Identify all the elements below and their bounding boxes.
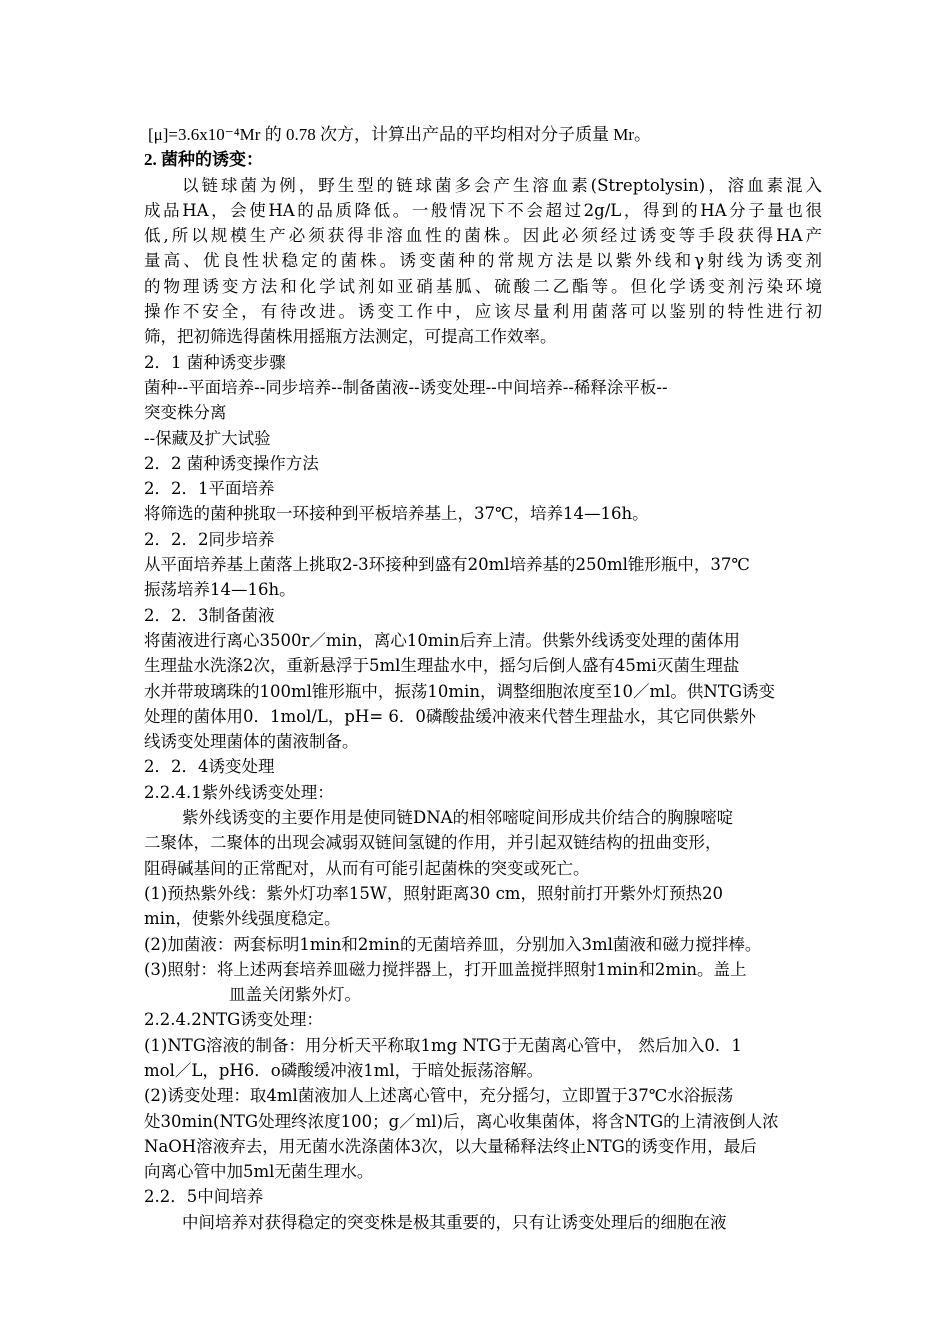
paragraph-line: --保藏及扩大试验 [144,428,271,448]
paragraph-line: 筛，把初筛选得菌株用摇瓶方法测定，可提高工作效率。 [144,327,557,347]
paragraph-line: 突变株分离 [144,403,227,423]
paragraph-line: 操作不安全，有待改进。诱变工作中，应该尽量利用菌落可以鉴别的特性进行初 [144,302,822,322]
paragraph-line: 中间培养对获得稳定的突变株是极其重要的，只有让诱变处理后的细胞在液 [182,1212,727,1232]
list-item: (1)NTG溶液的制备：用分析天平称取1mg NTG于无菌离心管中， 然后加入0．1 [144,1035,742,1055]
subsection-heading: 2．2．3制备菌液 [144,605,275,625]
paragraph-line: 成品HA，会使HA的品质降低。一般情况下不会超过2g/L，得到的HA分子量也很 [144,200,822,220]
paragraph-line: 将筛选的菌种挑取一环接种到平板培养基上，37℃，培养14—16h。 [144,504,649,524]
subsection-heading: 2.2.4.1紫外线诱变处理： [144,782,334,802]
list-item-continuation: NaOH溶液弃去，用无菌水洗涤菌体3次，以大量稀释法终止NTG的诱变作用，最后 [144,1136,757,1156]
paragraph-line: 振荡培养14—16h。 [144,580,296,600]
paragraph-line: 的物理诱变方法和化学试剂如亚硝基胍、硫酸二乙酯等。但化学诱变剂污染环境 [144,276,822,296]
subsection-heading: 2．2．1平面培养 [144,479,275,499]
paragraph-line: 二聚体，二聚体的出现会减弱双链间氢键的作用，并引起双链结构的扭曲变形， [144,833,722,853]
paragraph-line: 从平面培养基上菌落上挑取2-3环接种到盛有20ml培养基的250ml锥形瓶中，37℃ [144,555,750,575]
section-heading: 2. 菌种的诱变： [144,150,263,170]
subsection-heading: 2．2．4诱变处理 [144,757,275,777]
list-item-continuation: 处30min(NTG处理终浓度100；g／ml)后，离心收集菌体，将含NTG的上清液倒人浓 [144,1111,779,1131]
subsection-heading: 2.2.4.2NTG诱变处理： [144,1010,323,1030]
paragraph-line: 阻碍碱基间的正常配对，从而有可能引起菌株的突变或死亡。 [144,858,590,878]
list-item-continuation: 向离心管中加5ml无菌生理水。 [144,1162,374,1182]
paragraph-line: 生理盐水洗涤2次，重新悬浮于5ml生理盐水中，摇匀后倒人盛有45mi灭菌生理盐 [144,656,740,676]
paragraph-line: 紫外线诱变的主要作用是使同链DNA的相邻嘧啶间形成共价结合的胸腺嘧啶 [182,808,734,828]
list-item-continuation: min，使紫外线强度稳定。 [144,909,341,929]
list-item: (1)预热紫外线：紫外灯功率15W，照射距离30 cm，照射前打开紫外灯预热20 [144,883,723,903]
formula-line: [μ]=3.6x10⁻⁴Mr 的 0.78 次方，计算出产品的平均相对分子质量 Mr。 [148,125,651,144]
list-item-continuation: 皿盖关闭紫外灯。 [229,985,361,1005]
paragraph-line: 量高、优良性状稳定的菌株。诱变菌种的常规方法是以紫外线和γ射线为诱变剂 [144,251,822,271]
list-item: (2)加菌液：两套标明1min和2min的无菌培养皿，分别加入3ml菌液和磁力搅拌棒。 [144,934,762,954]
list-item: (2)诱变处理：取4ml菌液加人上述离心管中，充分摇匀，立即置于37℃水浴振荡 [144,1086,734,1106]
paragraph-line: 菌种--平面培养--同步培养--制备菌液--诱变处理--中间培养--稀释涂平板-- [144,377,668,397]
paragraph-line: 处理的菌体用0．1mol/L，pH= 6．0磷酸盐缓冲液来代替生理盐水，其它同供紫外 [144,706,756,726]
paragraph-line: 将菌液进行离心3500r／min，离心10min后弃上清。供紫外线诱变处理的菌体用 [144,630,740,650]
subsection-heading: 2．2．2同步培养 [144,529,275,549]
paragraph-line: 水并带玻璃珠的100ml锥形瓶中，振荡10min，调整细胞浓度至10／ml。供NTG诱变 [144,681,776,701]
paragraph-line: 线诱变处理菌体的菌液制备。 [144,732,359,752]
subsection-heading: 2.2．5中间培养 [144,1187,264,1207]
document-body [144,122,822,1235]
list-item-continuation: mol／L，pH6．o磷酸缓冲液1ml，于暗处振荡溶解。 [144,1060,544,1080]
subsection-heading: 2．1 菌种诱变步骤 [144,352,286,372]
list-item: (3)照射：将上述两套培养皿磁力搅拌器上，打开皿盖搅拌照射1min和2min。盖上 [144,959,747,979]
paragraph-line: 低,所以规模生产必须获得非溶血性的菌株。因此必须经过诱变等手段获得HA产 [144,226,822,246]
paragraph-line: 以链球菌为例，野生型的链球菌多会产生溶血素(Streptolysin)，溶血素混入 [182,175,822,195]
subsection-heading: 2．2 菌种诱变操作方法 [144,453,319,473]
